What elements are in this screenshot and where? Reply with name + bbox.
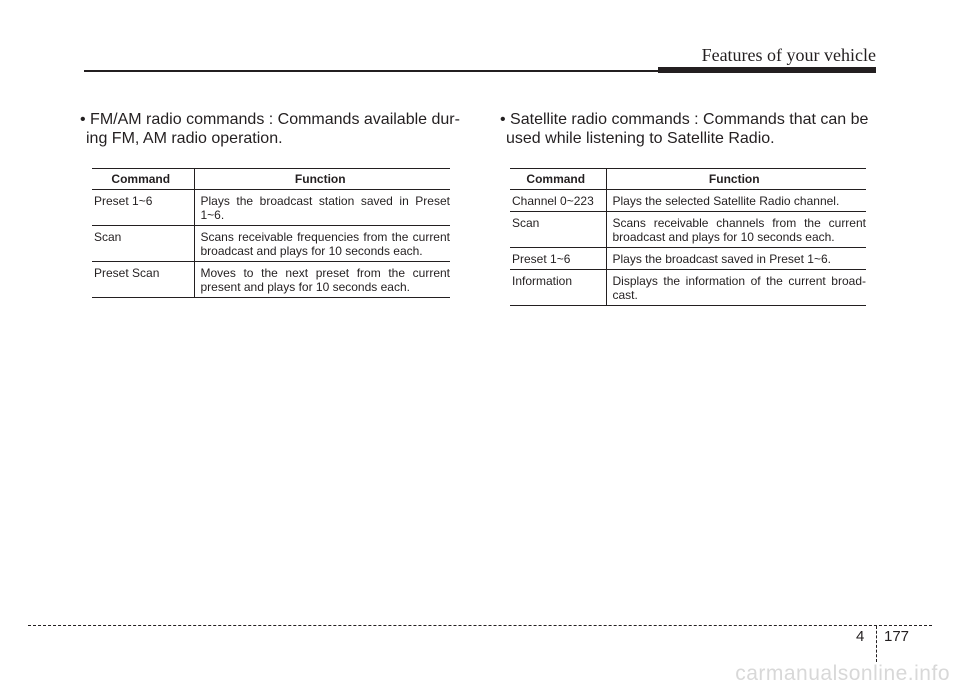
table-row	[92, 190, 450, 226]
satellite-commands-table	[510, 168, 866, 306]
table-row	[510, 212, 866, 248]
header-rule-accent	[658, 67, 876, 73]
table-header-row	[510, 169, 866, 190]
footer-divider	[28, 625, 932, 626]
function-cell: Plays the selected Satellite Radio channel.	[606, 190, 866, 212]
fm-am-commands-intro	[76, 110, 462, 148]
satellite-intro-line2: used while listening to Satellite Radio.	[506, 130, 775, 147]
command-cell: Scan	[510, 212, 606, 248]
satellite-intro-line1: • Satellite radio commands : Commands that can be	[500, 111, 869, 128]
table-row	[92, 226, 450, 262]
header-rule	[84, 70, 658, 72]
column-header-command: Command	[92, 169, 194, 190]
page-number-divider	[876, 626, 877, 662]
command-cell: Scan	[92, 226, 194, 262]
function-cell: Moves to the next preset from the current present and plays for 10 seconds each.	[194, 262, 450, 298]
page-header-title: Features of your vehicle	[701, 45, 876, 65]
column-header-function: Function	[194, 169, 450, 190]
function-cell: Scans receivable channels from the current broadcast and plays for 10 seconds each.	[606, 212, 866, 248]
page-number: 177	[884, 628, 910, 645]
column-header-function: Function	[606, 169, 866, 190]
function-cell: Plays the broadcast saved in Preset 1~6.	[606, 248, 866, 270]
function-cell: Scans receivable frequencies from the current broadcast and plays for 10 seconds each.	[194, 226, 450, 262]
watermark: carmanualsonline.info	[735, 662, 950, 685]
command-cell: Preset 1~6	[510, 248, 606, 270]
table-header-row	[92, 169, 450, 190]
fm-am-intro-line2: ing FM, AM radio operation.	[86, 130, 283, 147]
chapter-number: 4	[856, 628, 865, 645]
right-column	[496, 110, 880, 148]
command-cell: Preset Scan	[92, 262, 194, 298]
table-row	[510, 190, 866, 212]
table-row	[510, 270, 866, 306]
function-cell: Plays the broadcast station saved in Preset 1~6.	[194, 190, 450, 226]
satellite-commands-intro	[496, 110, 880, 148]
command-cell: Channel 0~223	[510, 190, 606, 212]
fm-am-commands-table	[92, 168, 450, 298]
table-row	[510, 248, 866, 270]
left-column	[76, 110, 462, 148]
table-row	[92, 262, 450, 298]
fm-am-intro-line1: • FM/AM radio commands : Commands available dur-	[80, 111, 460, 128]
command-cell: Preset 1~6	[92, 190, 194, 226]
function-cell: Displays the information of the current broad-cast.	[606, 270, 866, 306]
command-cell: Information	[510, 270, 606, 306]
column-header-command: Command	[510, 169, 606, 190]
